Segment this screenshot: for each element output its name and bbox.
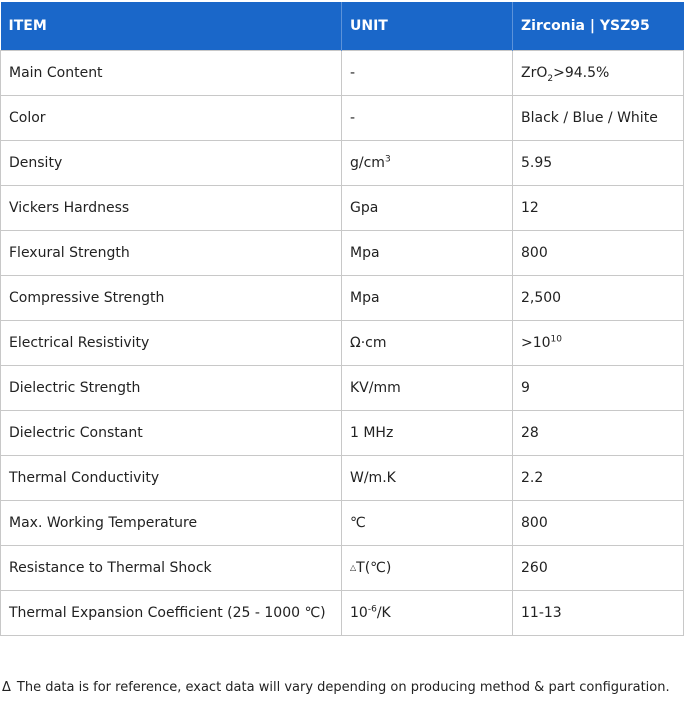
item-cell <box>1 366 342 411</box>
table-row <box>1 411 684 456</box>
table-row <box>1 501 684 546</box>
cell-text: Dielectric Constant <box>9 425 143 441</box>
delta-icon: △ <box>350 563 357 572</box>
unit-cell <box>342 366 513 411</box>
cell-text: 12 <box>521 200 539 216</box>
value-cell <box>513 51 684 96</box>
cell-text: KV/mm <box>350 380 401 396</box>
item-cell <box>1 51 342 96</box>
unit-cell <box>342 411 513 456</box>
table-row <box>1 546 684 591</box>
table-row <box>1 231 684 276</box>
item-cell <box>1 321 342 366</box>
unit-cell <box>342 141 513 186</box>
value-cell <box>513 186 684 231</box>
cell-text: Max. Working Temperature <box>9 515 198 531</box>
cell-text: 2,500 <box>521 290 562 306</box>
header-material: Zirconia | YSZ95 <box>513 2 684 51</box>
note-text: The data is for reference, exact data will vary depending on producing method & part configuration. <box>16 680 670 695</box>
cell-text: Color <box>9 110 46 126</box>
unit-cell <box>342 51 513 96</box>
table-row <box>1 96 684 141</box>
cell-text: Ω·cm <box>350 335 387 351</box>
subscript: 2 <box>547 73 554 84</box>
cell-text: Mpa <box>350 245 380 261</box>
cell-text: 260 <box>521 560 548 576</box>
cell-text: 1 MHz <box>350 425 394 441</box>
table-row <box>1 186 684 231</box>
header-unit: UNIT <box>342 2 513 51</box>
item-cell <box>1 456 342 501</box>
value-cell <box>513 411 684 456</box>
value-cell <box>513 591 684 636</box>
item-cell <box>1 276 342 321</box>
cell-text: ℃ <box>350 515 366 531</box>
value-cell <box>513 366 684 411</box>
unit-cell <box>342 591 513 636</box>
cell-text: 2.2 <box>521 470 544 486</box>
cell-text: W/m.K <box>350 470 396 486</box>
cell-text: Gpa <box>350 200 379 216</box>
spec-table <box>0 2 684 636</box>
value-cell <box>513 231 684 276</box>
table-row <box>1 591 684 636</box>
cell-text: 11-13 <box>521 605 562 621</box>
item-cell <box>1 141 342 186</box>
item-cell <box>1 591 342 636</box>
item-cell <box>1 186 342 231</box>
cell-text: Dielectric Strength <box>9 380 141 396</box>
value-cell <box>513 501 684 546</box>
unit-cell <box>342 96 513 141</box>
item-cell <box>1 501 342 546</box>
item-cell <box>1 231 342 276</box>
cell-text: /K <box>376 605 391 621</box>
unit-cell <box>342 456 513 501</box>
cell-text: T(℃) <box>356 560 392 576</box>
cell-text: Black / Blue / White <box>521 110 658 126</box>
cell-text: Electrical Resistivity <box>9 335 150 351</box>
cell-text: 9 <box>521 380 530 396</box>
cell-text: 5.95 <box>521 155 553 171</box>
header-item: ITEM <box>1 2 342 51</box>
table-row <box>1 51 684 96</box>
table-row <box>1 276 684 321</box>
value-cell <box>513 141 684 186</box>
cell-text: 10 <box>350 605 368 621</box>
cell-text: Thermal Conductivity <box>9 470 160 486</box>
cell-text: Vickers Hardness <box>9 200 130 216</box>
cell-text: - <box>350 110 356 126</box>
delta-symbol: Δ <box>2 680 11 695</box>
table-row <box>1 321 684 366</box>
table-header-row <box>1 2 684 51</box>
cell-text: >10 <box>521 335 551 351</box>
value-cell <box>513 546 684 591</box>
cell-text: Compressive Strength <box>9 290 165 306</box>
value-cell <box>513 321 684 366</box>
unit-cell <box>342 546 513 591</box>
superscript: 3 <box>384 154 391 165</box>
superscript: 10 <box>550 334 562 345</box>
cell-text: 800 <box>521 515 548 531</box>
cell-text: Density <box>9 155 63 171</box>
cell-text: Main Content <box>9 65 103 81</box>
cell-text: Mpa <box>350 290 380 306</box>
table-row <box>1 141 684 186</box>
unit-cell <box>342 231 513 276</box>
cell-text: Resistance to Thermal Shock <box>9 560 212 576</box>
cell-text: >94.5% <box>553 65 610 81</box>
cell-text: ZrO <box>521 65 548 81</box>
table-row <box>1 366 684 411</box>
reference-note <box>2 680 670 695</box>
value-cell <box>513 276 684 321</box>
superscript: -6 <box>367 604 377 615</box>
table-row <box>1 456 684 501</box>
item-cell <box>1 411 342 456</box>
value-cell <box>513 456 684 501</box>
item-cell <box>1 96 342 141</box>
unit-cell <box>342 501 513 546</box>
cell-text: g/cm <box>350 155 385 171</box>
unit-cell <box>342 321 513 366</box>
cell-text: - <box>350 65 356 81</box>
cell-text: Flexural Strength <box>9 245 130 261</box>
item-cell <box>1 546 342 591</box>
unit-cell <box>342 186 513 231</box>
cell-text: 28 <box>521 425 539 441</box>
value-cell <box>513 96 684 141</box>
cell-text: Thermal Expansion Coefficient (25 - 1000 ℃) <box>9 605 326 621</box>
cell-text: 800 <box>521 245 548 261</box>
unit-cell <box>342 276 513 321</box>
